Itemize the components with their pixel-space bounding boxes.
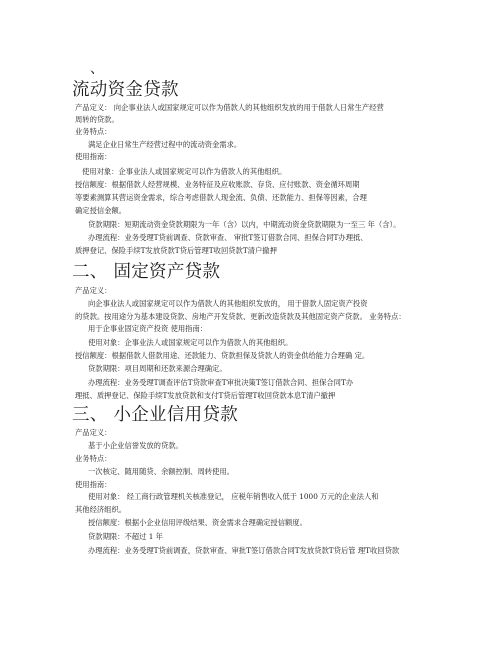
paragraph-line: 产品定义： 向企事业法人或国家规定可以作为借款人的其他组织发放的用于借款人日常生产经营 — [75, 103, 384, 112]
paragraph-line: 使用指南： — [75, 480, 112, 489]
paragraph-line: 业务特点： — [75, 127, 112, 136]
paragraph-line: 满足企业日常生产经营过程中的流动资金需求。 — [88, 140, 242, 149]
paragraph-line: 周转的贷款。 — [75, 115, 119, 124]
bullet-mark: 、 — [90, 61, 104, 77]
paragraph-line: 贷款期限：不超过 1 年 — [88, 532, 163, 541]
paragraph-line: 使用对象：企事业法人或国家规定可以作为借款人的其他组织。 — [82, 167, 287, 176]
paragraph-line: 业务特点： — [75, 454, 112, 463]
paragraph-line: 向企事业法人或国家规定可以作为借款人的其他组织发放的， 用于借款人固定资产投资 — [88, 299, 368, 308]
paragraph-line: 办理流程：业务受理T贷前调查、贷款审查、 审批T签订借款合同、担保合同T办理抵、 — [88, 233, 368, 242]
section-heading-fixed-asset-loan: 二、 固定资产贷款 — [72, 262, 221, 282]
paragraph-line: 产品定义： — [75, 428, 112, 437]
paragraph-line: 等要素测算其营运资金需求，综合考虑借款人现金流、负债、还款能力、担保等因素，合理 — [75, 193, 367, 202]
paragraph-line: 授信额度：根据小企业信用评级结果、资金需求合理确定授信额度。 — [88, 518, 307, 527]
paragraph-line: 贷款期限：项目周期和还款来源合理确定。 — [88, 364, 227, 373]
paragraph-line: 办理流程：业务受理T调查评估T贷款审查T审批决策T签订借款合同、担保合同T办 — [88, 378, 354, 387]
paragraph-line: 一次核定、随用随贷、余额控制、周转使用。 — [88, 467, 234, 476]
section-heading-working-capital-loan: 流动资金贷款 — [72, 80, 179, 100]
paragraph-line: 使用指南： — [75, 152, 112, 161]
paragraph-line: 贷款期限：短期流动资金贷款期限为一年（含）以内，中期流动资金贷款期限为一至三 年（含）。 — [88, 220, 401, 229]
paragraph-line: 使用对象： 经工商行政管理机关核准登记， 应税年销售收入低于 1000 万元的企业法人和 — [88, 492, 379, 501]
paragraph-line: 基于小企业信誉发放的贷款。 — [88, 441, 183, 450]
paragraph-line: 产品定义： — [75, 286, 112, 295]
paragraph-line: 授信额度：根据借款人经营规模、业务特征及应收账款、存货、应付账款、资金循环周期 — [75, 180, 360, 189]
paragraph-line: 确定授信金额。 — [75, 206, 127, 215]
paragraph-line: 使用对象：企事业法人或国家规定可以作为借款人的其他组织。 — [88, 338, 293, 347]
paragraph-line: 授信额度：根据借款人借款用途、还款能力、贷款担保及贷款人的资金供给能力合理确 定。 — [75, 351, 370, 360]
paragraph-line: 理抵、质押登记、保险手续T发放贷款和支付T贷后管理T收回贷款本息T清户撤押 — [75, 391, 336, 400]
paragraph-line: 办理流程：业务受理T贷前调查，贷款审查、审批T签订借款合同T发放贷款T贷后管 理T收回贷款 — [88, 546, 400, 555]
paragraph-line: 的贷款。按用途分为基本建设贷款、房地产开发贷款、更新改造贷款及其他固定资产贷款。 业务特点： — [75, 312, 406, 321]
paragraph-line: 质押登记、保险手续T发放贷款T贷后管理T收回贷款T清户撤押 — [75, 246, 277, 255]
section-heading-small-business-credit-loan: 三、 小企业信用贷款 — [72, 405, 239, 425]
paragraph-line: 其他经济组织。 — [75, 505, 127, 514]
paragraph-line: 用于企事业固定资产投资 使用指南： — [88, 324, 208, 333]
